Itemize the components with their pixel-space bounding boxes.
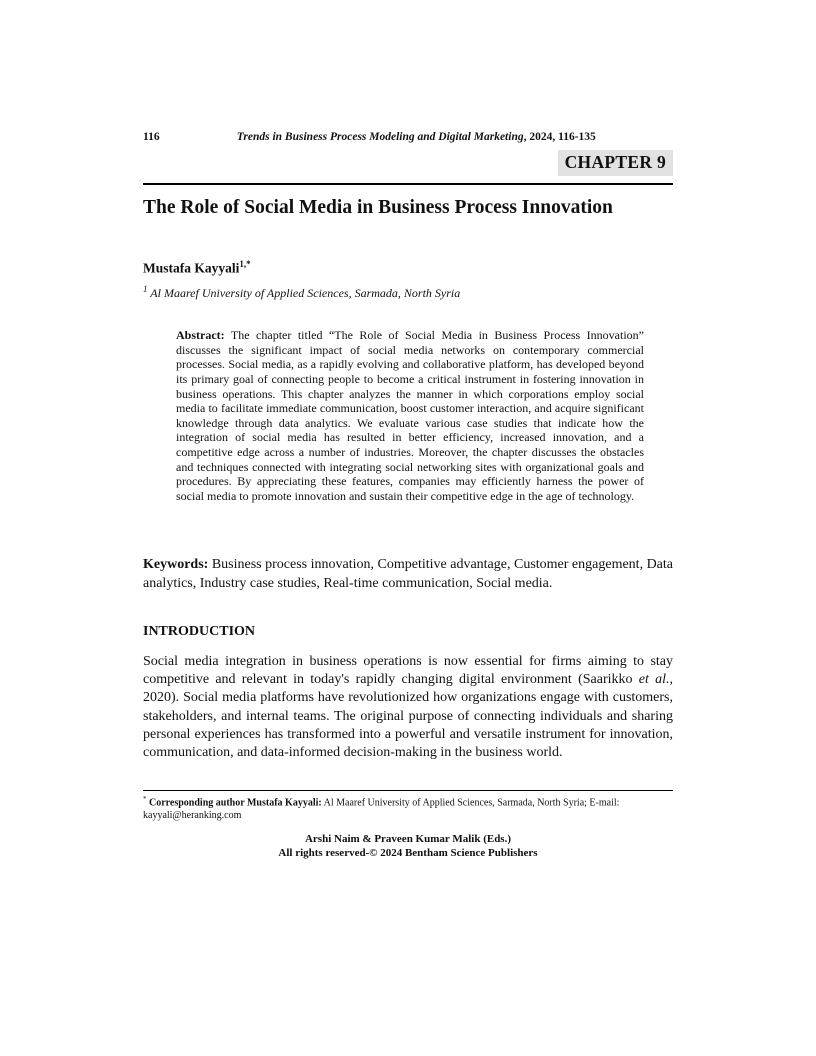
author-line (143, 259, 673, 277)
keywords-label: Keywords: (143, 557, 209, 572)
author-name: Mustafa Kayyali (143, 260, 240, 276)
intro-text-after: , 2020). Social media platforms have revolutionized how organizations engage with customers, stakeholders, and internal teams. The original purpose of connecting individuals and sharing personal experiences has transformed into a powerful and versatile instrument for innovation, communication, and data-informed decision-making in the business world. (143, 672, 673, 760)
introduction-paragraph (143, 653, 673, 762)
running-header (143, 131, 673, 143)
affiliation-text: Al Maaref University of Applied Sciences, Sarmada, North Syria (147, 286, 461, 300)
section-heading-introduction: INTRODUCTION (143, 624, 256, 639)
footnote-bold-text: Corresponding author Mustafa Kayyali: (149, 797, 322, 809)
keywords-text: Business process innovation, Competitive advantage, Customer engagement, Data analytics, Industry case studies, Real-time communication, Social media. (143, 557, 674, 591)
footnote-marker: * (143, 795, 147, 803)
journal-title: Trends in Business Process Modeling and Digital Marketing (236, 131, 524, 143)
abstract-text: The chapter titled “The Role of Social Media in Business Process Innovation” discusses the significant impact of social media networks on contemporary commercial processes. Social media, as a rapidly evolving and collaborative platform, has developed beyond its primary goal of connecting people to become a critical instrument in fostering innovation in business operations. This chapter analyzes the manner in which corporations employ social media to facilitate immediate communication, boost customer interaction, and acquire significant knowledge through data analytics. We evaluate various case studies that indicate how the integration of social media has resulted in better efficiency, increased innovation, and a competitive edge across a number of industries. Moreover, the chapter discusses the obstacles and techniques connected with integrating social networking sites with organizational goals and procedures. By appreciating these features, companies may efficiently harness the power of social media to promote innovation and sustain their competitive edge in the age of technology. (176, 328, 644, 503)
chapter-banner: CHAPTER 9 (558, 150, 673, 176)
publisher-footer (143, 832, 673, 861)
journal-line (160, 131, 673, 143)
author-superscript: 1,* (239, 259, 251, 269)
chapter-header-rule (143, 150, 673, 185)
intro-etal: et al. (638, 672, 670, 688)
keywords-paragraph (143, 556, 673, 594)
corresponding-author-footnote (143, 790, 673, 822)
page-number: 116 (143, 131, 160, 143)
page-title: The Role of Social Media in Business Process Innovation (143, 197, 613, 218)
affiliation-line (143, 284, 673, 301)
abstract-paragraph (176, 328, 644, 504)
abstract-label: Abstract: (176, 328, 225, 342)
footer-rights: All rights reserved-© 2024 Bentham Science Publishers (278, 847, 538, 860)
footnote-text: Al Maaref University of Applied Sciences, Sarmada, North Syria; E-mail: kayyali@heranking.com (143, 797, 620, 821)
affiliation-superscript: 1 (143, 284, 148, 294)
journal-suffix: , 2024, 116-135 (523, 131, 596, 143)
intro-text-before: Social media integration in business operations is now essential for firms aiming to stay competitive and relevant in today's rapidly changing digital environment (Saarikko (143, 654, 673, 688)
footer-editors: Arshi Naim & Praveen Kumar Malik (Eds.) (304, 833, 512, 845)
